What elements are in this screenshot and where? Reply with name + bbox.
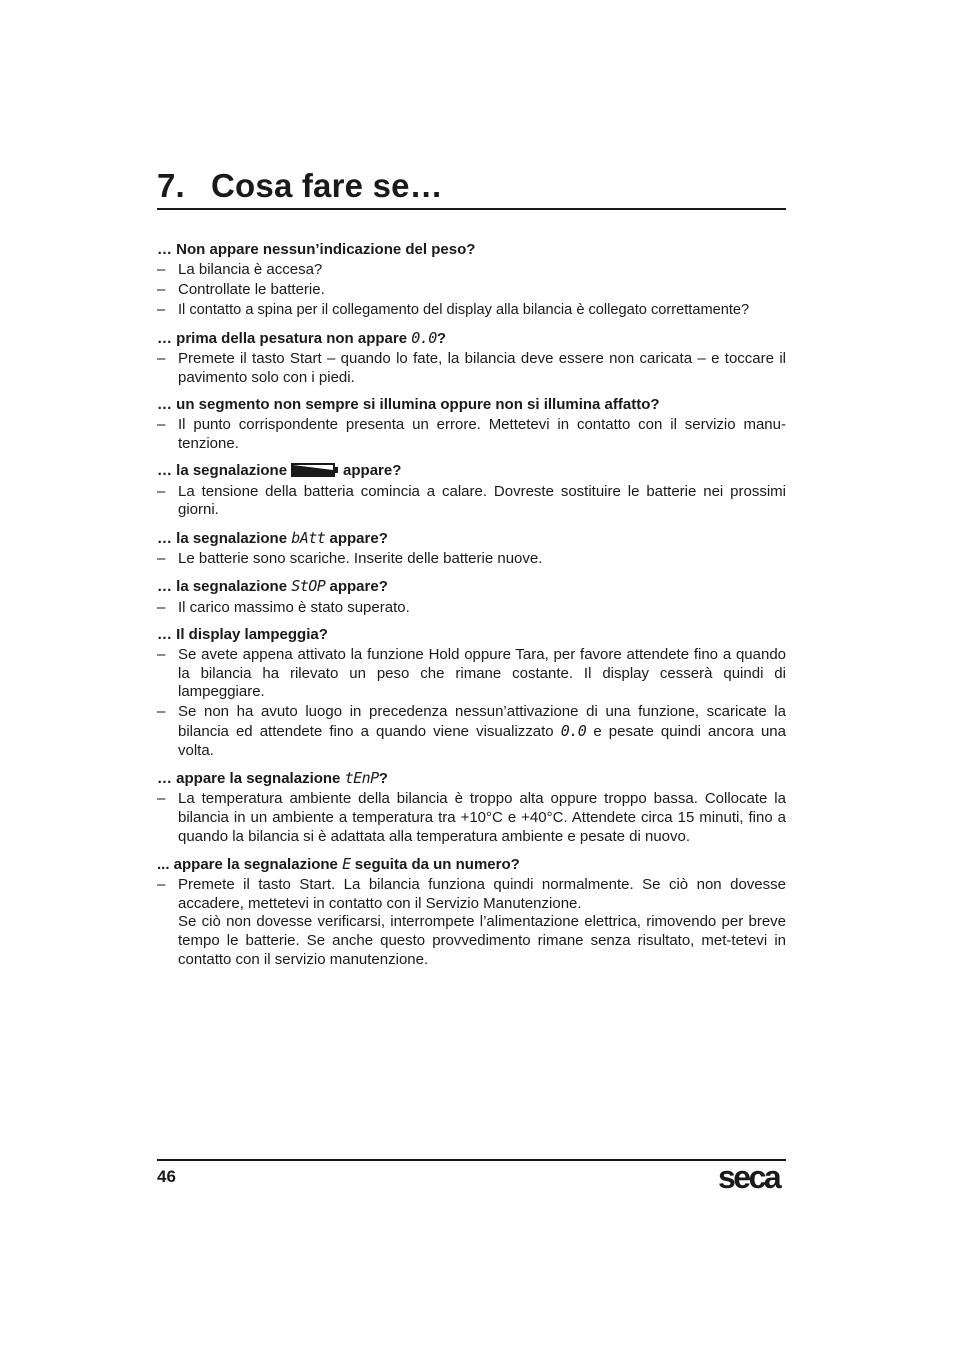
answer-text: Se avete appena attivato la funzione Hold oppure Tara, per favore attendete fino a quando la bilancia ha rilevato un peso che rimane costante. Il display cesserà quindi di lampeggiare. <box>178 646 786 701</box>
faq-question <box>157 769 786 789</box>
chapter-title: Cosa fare se… <box>211 167 443 204</box>
question-text: … la segnalazione <box>157 578 292 596</box>
faq-question: … Non appare nessun’indicazione del peso? <box>157 241 476 258</box>
faq-answer <box>157 483 786 520</box>
faq-question <box>157 529 786 549</box>
question-text: appare? <box>325 578 388 596</box>
answer-text-part: Premete il tasto Start. La bilancia funziona quindi normalmente. Se ciò non dovesse accadere, mettetevi in contatto con il Servizio Manutenzione. <box>178 876 786 912</box>
logo-text: seca <box>718 1160 780 1194</box>
question-text: ? <box>378 770 388 788</box>
faq-answer <box>157 301 786 320</box>
faq-answer <box>157 281 786 300</box>
answer-text: Il punto corrispondente presenta un errore. Mettetevi in contatto con il servizio manu-tenzione. <box>178 416 786 452</box>
faq-answer <box>157 550 786 569</box>
answer-text: Controllate le batterie. <box>178 281 325 299</box>
faq-answer <box>157 350 786 387</box>
faq-answer <box>157 876 786 969</box>
question-text: appare? <box>343 462 402 480</box>
answer-text: La temperatura ambiente della bilancia è troppo alta oppure troppo bassa. Collocate la bilancia in un ambiente a temperatura tra +10°C e +40°C. Attendete circa 15 minuti, fino a quando la bilancia si è adattata alla temperatura ambiente e pesate di nuovo. <box>178 790 786 845</box>
answer-text: Premete il tasto Start – quando lo fate, la bilancia deve essere non caricata – e toccare il pavimento solo con i piedi. <box>178 349 786 386</box>
dash: – <box>157 703 166 721</box>
faq-section <box>157 769 786 846</box>
faq-answer <box>157 416 786 453</box>
lcd-stop-display: StOP <box>291 577 326 596</box>
faq-section <box>157 329 786 387</box>
dash: – <box>157 416 166 434</box>
answer-text: Il carico massimo è stato superato. <box>178 598 410 616</box>
dash: – <box>157 549 166 567</box>
faq-question <box>157 855 786 875</box>
lcd-zero-display: 0.0 <box>560 722 587 741</box>
seca-logo <box>718 1160 788 1194</box>
dash: – <box>157 261 166 279</box>
faq-question <box>157 577 786 597</box>
battery-low-icon <box>291 463 339 477</box>
lcd-temp-display: tEnP <box>344 769 379 788</box>
faq-answer <box>157 790 786 846</box>
dash: – <box>157 876 166 894</box>
dash: – <box>157 598 166 616</box>
page-number: 46 <box>157 1167 176 1186</box>
dash: – <box>157 302 166 319</box>
lcd-batt-display: bAtt <box>291 528 326 547</box>
answer-text <box>178 703 786 760</box>
faq-answer <box>157 646 786 702</box>
faq-question <box>157 329 786 349</box>
troubleshooting-list <box>157 241 786 978</box>
heading-rule <box>157 208 786 210</box>
faq-section <box>157 626 786 760</box>
faq-question: … un segmento non sempre si illumina oppure non si illumina affatto? <box>157 396 660 414</box>
faq-question: … Il display lampeggia? <box>157 626 328 644</box>
dash: – <box>157 482 166 500</box>
dash: – <box>157 349 166 367</box>
question-text: ... appare la segnalazione <box>157 856 343 874</box>
dash: – <box>157 281 166 299</box>
faq-section <box>157 396 786 453</box>
answer-text: Le batterie sono scariche. Inserite delle batterie nuove. <box>178 549 543 567</box>
lcd-error-display: E <box>342 855 351 874</box>
faq-section <box>157 577 786 617</box>
faq-section <box>157 529 786 569</box>
question-text: ? <box>436 329 447 347</box>
question-text: … la segnalazione <box>157 462 288 480</box>
faq-answer <box>157 703 786 760</box>
answer-text: La tensione della batteria comincia a calare. Dovreste sostituire le batterie nei prossimi giorni. <box>178 482 786 519</box>
lcd-zero-display: 0.0 <box>411 328 437 347</box>
question-text: … appare la segnalazione <box>157 770 345 788</box>
dash: – <box>157 790 166 808</box>
chapter-heading <box>157 164 443 208</box>
answer-text-part: Se non ha avuto luogo in precedenza nessun’attivazione di una funzione, scaricate la bilancia ed attendete fino a quando viene visualizzato <box>178 703 786 741</box>
faq-section <box>157 462 786 519</box>
footer-rule <box>157 1159 786 1161</box>
faq-question <box>157 462 786 481</box>
answer-text: La bilancia è accesa? <box>178 261 323 279</box>
dash: – <box>157 646 166 664</box>
question-text: … la segnalazione <box>157 529 292 547</box>
faq-section <box>157 855 786 969</box>
answer-continuation: Se ciò non dovesse verificarsi, interrompete l’alimentazione elettrica, rimovendo per breve tempo le batterie. Se anche questo provvedimento rimane senza risultato, met-tetevi in contatto con il servizio manutenzione. <box>178 913 786 968</box>
answer-text: Il contatto a spina per il collegamento del display alla bilancia è collegato correttamente? <box>178 302 750 319</box>
chapter-number: 7. <box>157 167 185 204</box>
faq-answer <box>157 599 786 618</box>
question-text: appare? <box>325 529 388 547</box>
question-text: seguita da un numero? <box>350 856 520 874</box>
answer-text-part: e pesate quindi ancora una volta. <box>178 723 786 759</box>
faq-section <box>157 241 786 320</box>
answer-text <box>178 876 786 969</box>
faq-answer <box>157 261 786 280</box>
question-text: … prima della pesatura non appare <box>157 329 412 347</box>
